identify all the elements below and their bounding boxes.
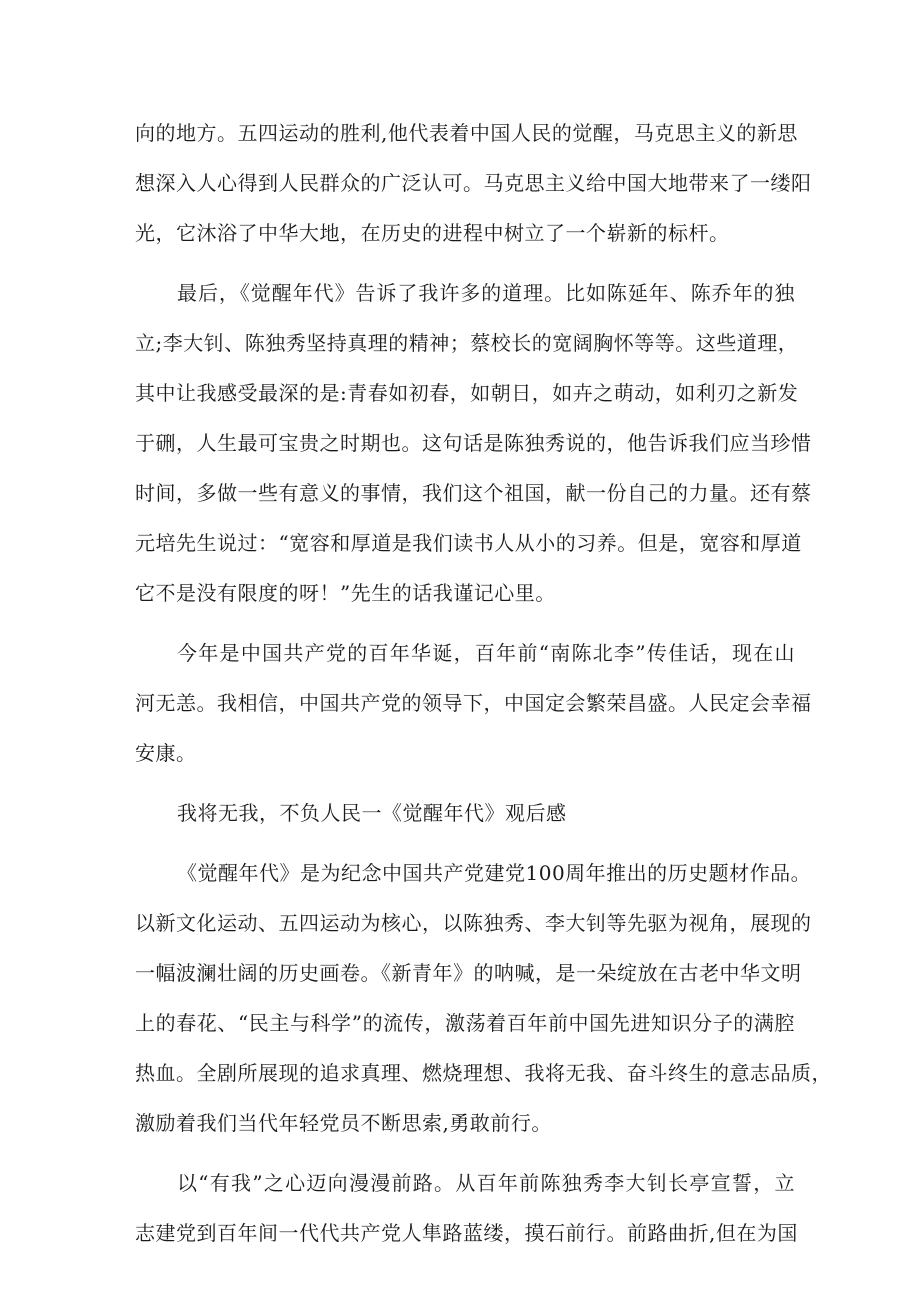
text-line: 光，它沐浴了中华大地，在历史的进程中树立了一个崭新的标杆。 [135,221,730,245]
text-line: 《觉醒年代》是为纪念中国共产党建党100周年推出的历史题材作品。 [177,861,812,885]
section-title [135,788,795,838]
text-line: 元培先生说过：“宽容和厚道是我们读书人从小的习养。但是，宽容和厚道 [135,531,802,555]
text-line: 它不是没有限度的呀！”先生的话我谨记心里。 [135,581,556,605]
text-line: 一幅波澜壮阔的历史画卷。《新青年》的呐喊，是一朵绽放在古老中华文明 [135,961,802,985]
text-line: 向的地方。五四运动的胜利,他代表着中国人民的觉醒，马克思主义的新思 [135,121,798,145]
paragraph [135,268,812,618]
text-line: 河无恙。我相信，中国共产党的领导下，中国定会繁荣昌盛。人民定会幸福 [135,691,812,715]
text-line: 立;李大钊、陈独秀坚持真理的精神；蔡校长的宽阔胸怀等等。这些道理， [135,331,799,355]
text-line: 激励着我们当代年轻党员不断思索,勇敢前行。 [135,1111,552,1135]
text-line: 最后，《觉醒年代》告诉了我许多的道理。比如陈延年、陈乔年的独 [177,281,795,305]
text-line: 今年是中国共产党的百年华诞，百年前“南陈北李”传佳话，现在山 [177,641,795,665]
text-line: 上的春花、“民主与科学”的流传，激荡着百年前中国先进知识分子的满腔 [135,1011,795,1035]
text-line: 以“有我”之心迈向漫漫前路。从百年前陈独秀李大钊长亭宣誓，立 [177,1171,795,1195]
text-line: 以新文化运动、五四运动为核心，以陈独秀、李大钊等先驱为视角，展现的 [135,911,812,935]
paragraph [135,848,832,1148]
paragraph [135,628,812,778]
document-body [135,108,832,1258]
text-line: 想深入人心得到人民群众的广泛认可。马克思主义给中国大地带来了一缕阳 [135,171,812,195]
paragraph [135,1158,798,1258]
text-line: 志建党到百年间一代代共产党人隼路蓝缕，摸石前行。前路曲折,但在为国 [135,1221,798,1245]
text-line: 其中让我感受最深的是:青春如初春，如朝日，如卉之萌动，如利刃之新发 [135,381,799,405]
title-line: 我将无我，不负人民一《觉醒年代》观后感 [177,801,567,825]
text-line: 安康。 [135,741,197,765]
text-line: 于硎，人生最可宝贵之时期也。这句话是陈独秀说的，他告诉我们应当珍惜 [135,431,812,455]
text-line: 热血。全剧所展现的追求真理、燃烧理想、我将无我、奋斗终生的意志品质， [135,1061,832,1085]
text-line: 时间，多做一些有意义的事情，我们这个祖国，献一份自己的力量。还有蔡 [135,481,812,505]
paragraph [135,108,812,258]
